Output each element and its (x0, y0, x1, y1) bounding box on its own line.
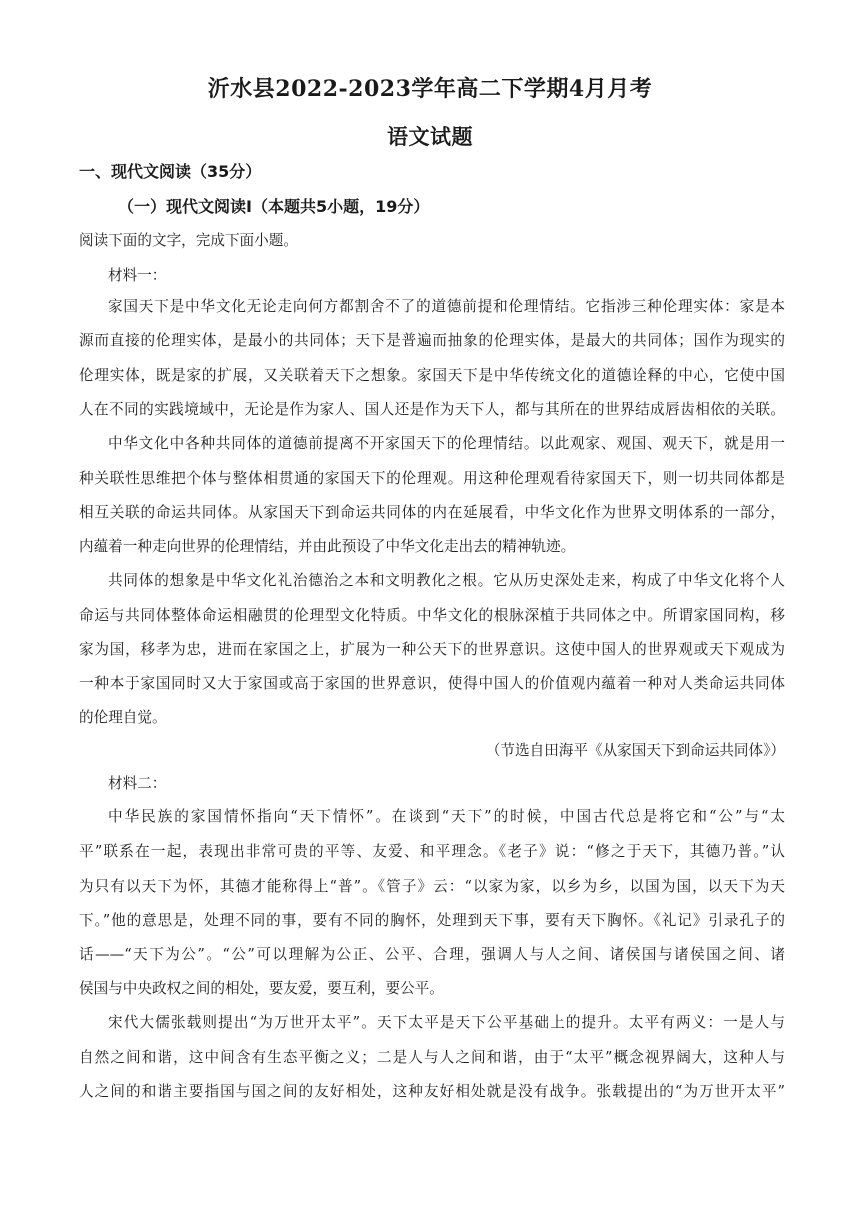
paragraph-line: 下。”他的意思是，处理不同的事，要有不同的胸怀，处理到天下事，要有天下胸怀。《礼记》引录孔子的 (79, 912, 785, 929)
paragraph-line: 一种本于家国同时又大于家国或高于家国的世界意识，使得中国人的价值观内蕴着一种对人类命运共同体 (79, 675, 785, 692)
paragraph-line: 伦理实体，既是家的扩展，又关联着天下之想象。家国天下是中华传统文化的道德诠释的中心，它使中国 (79, 367, 785, 384)
paragraph-line: 的伦理自觉。 (79, 709, 167, 726)
paragraph-line: 家国天下是中华文化无论走向何方都割舍不了的道德前提和伦理情结。它指涉三种伦理实体：家是本 (108, 298, 785, 315)
paragraph-line: 侯国与中央政权之间的相处，要友爱，要互利，要公平。 (79, 980, 444, 997)
paragraph-line: 中华民族的家国情怀指向“天下情怀”。在谈到“天下”的时候，中国古代总是将它和“公”与“太 (108, 808, 785, 825)
paragraph-line: 中华文化中各种共同体的道德前提离不开家国天下的伦理情结。以此观家、观国、观天下，就是用一 (108, 435, 785, 452)
material1-label: 材料一： (108, 267, 167, 284)
section-heading: 一、现代文阅读（35分） (79, 162, 262, 181)
paragraph-line: 家为国，移孝为忠，进而在家国之上，扩展为一种公天下的世界意识。这使中国人的世界观或天下观成为 (79, 641, 785, 658)
material1-source: （节选自田海平《从家国天下到命运共同体》） (485, 742, 785, 759)
paragraph-line: 人之间的和谐主要指国与国之间的友好相处，这种友好相处就是没有战争。张载提出的“为万世开太平” (79, 1083, 785, 1100)
exam-title: 沂水县2022-2023学年高二下学期4月月考 (207, 76, 653, 102)
material2-label: 材料二： (108, 775, 167, 792)
paragraph-line: 宋代大儒张载则提出“为万世开太平”。天下太平是天下公平基础上的提升。太平有两义：一是人与 (108, 1014, 785, 1031)
subsection-heading: （一）现代文阅读Ⅰ（本题共5小题，19分） (118, 197, 430, 216)
reading-instruction: 阅读下面的文字，完成下面小题。 (79, 232, 298, 249)
paragraph-line: 内蕴着一种走向世界的伦理情结，并由此预设了中华文化走出去的精神轨迹。 (79, 538, 576, 555)
paragraph-line: 为只有以天下为怀，其德才能称得上“普”。《管子》云：“以家为家，以乡为乡，以国为国，以天下为天 (79, 878, 785, 895)
paragraph-line: 人在不同的实践境域中，无论是作为家人、国人还是作为天下人，都与其所在的世界结成唇齿相依的关联。 (79, 401, 785, 418)
paragraph-line: 话——“天下为公”。“公”可以理解为公正、公平、合理，强调人与人之间、诸侯国与诸侯国之间、诸 (79, 946, 785, 963)
paragraph-line: 相互关联的命运共同体。从家国天下到命运共同体的内在延展看，中华文化作为世界文明体系的一部分， (79, 504, 785, 521)
paragraph-line: 种关联性思维把个体与整体相贯通的家国天下的伦理观。用这种伦理观看待家国天下，则一切共同体都是 (79, 470, 785, 487)
paragraph-line: 平”联系在一起，表现出非常可贵的平等、友爱、和平理念。《老子》说：“修之于天下，其德乃普。”认 (79, 843, 785, 860)
paragraph-line: 源而直接的伦理实体，是最小的共同体；天下是普遍而抽象的伦理实体，是最大的共同体；国作为现实的 (79, 332, 785, 349)
paragraph-line: 共同体的想象是中华文化礼治德治之本和文明教化之根。它从历史深处走来，构成了中华文化将个人 (108, 572, 785, 589)
exam-subtitle: 语文试题 (387, 124, 473, 149)
paragraph-line: 命运与共同体整体命运相融贯的伦理型文化特质。中华文化的根脉深植于共同体之中。所谓家国同构，移 (79, 607, 785, 624)
paragraph-line: 自然之间和谐，这中间含有生态平衡之义；二是人与人之间和谐，由于“太平”概念视界阔大，这种人与 (79, 1049, 785, 1066)
